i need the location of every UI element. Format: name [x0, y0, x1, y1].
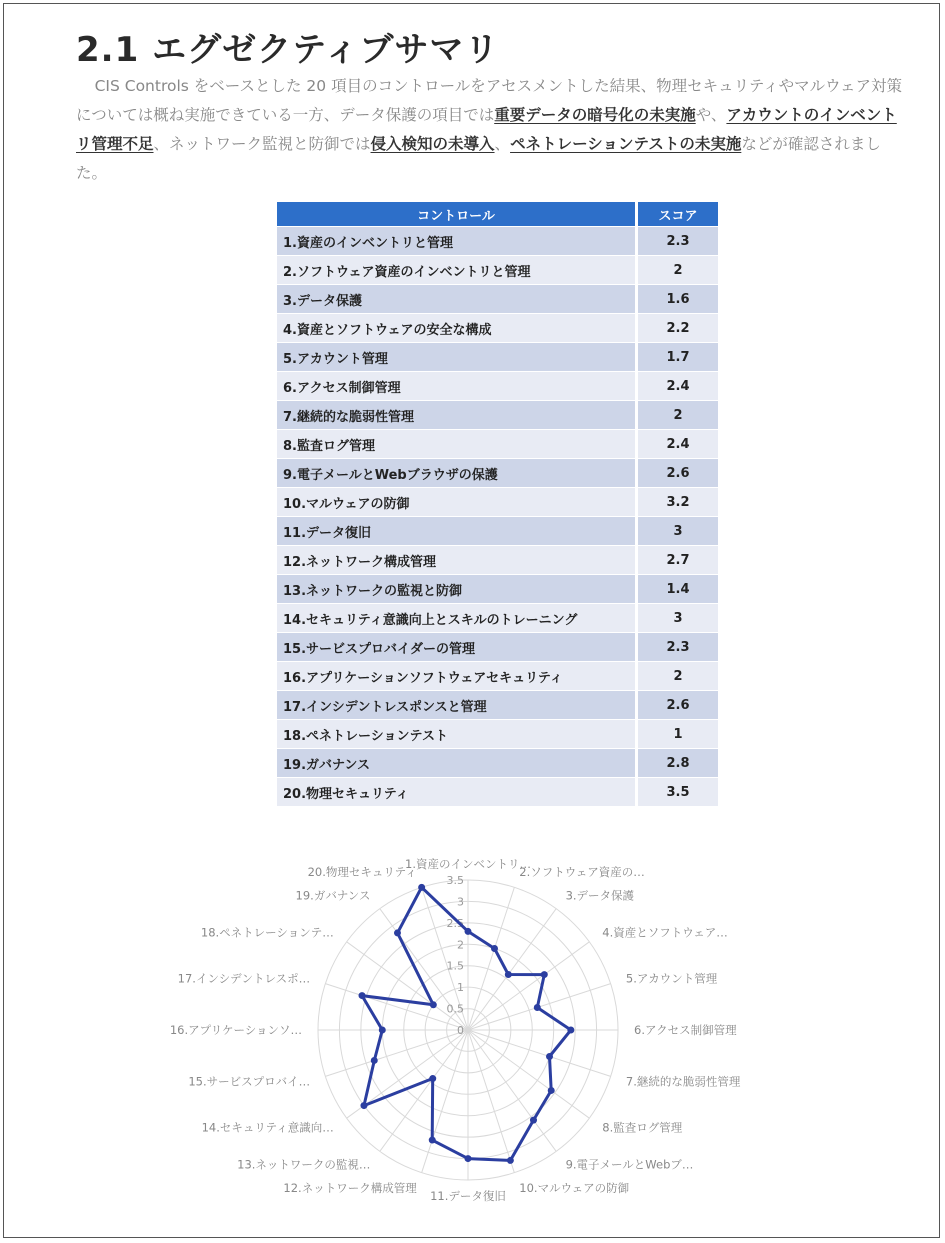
score-cell: 2: [635, 662, 718, 690]
radar-category-label: 4.資産とソフトウェア…: [602, 925, 728, 940]
score-cell: 2.6: [635, 691, 718, 719]
radar-point: [548, 1087, 555, 1094]
score-cell: 3.5: [635, 778, 718, 806]
radar-point: [465, 928, 472, 935]
radar-spoke: [468, 1030, 589, 1118]
radar-category-label: 5.アカウント管理: [625, 971, 718, 986]
radar-category-label: 16.アプリケーションソ…: [169, 1023, 302, 1037]
control-name-cell: 14.セキュリティ意識向上とスキルのトレーニング: [277, 604, 635, 632]
table-row: [277, 778, 718, 806]
table-row: [277, 517, 718, 545]
radar-point: [505, 971, 512, 978]
radar-spoke: [468, 942, 589, 1030]
radar-point: [567, 1027, 574, 1034]
radar-category-label: 19.ガバナンス: [295, 888, 371, 903]
control-name-cell: 19.ガバナンス: [277, 749, 635, 777]
table-row: [277, 720, 718, 748]
radar-category-label: 20.物理セキュリティ: [307, 865, 417, 880]
control-name-cell: 6.アクセス制御管理: [277, 372, 635, 400]
radar-point: [465, 1155, 472, 1162]
table-row: [277, 488, 718, 516]
control-name-cell: 15.サービスプロバイダーの管理: [277, 633, 635, 661]
table-row: [277, 227, 718, 255]
score-table-body: [277, 227, 718, 806]
summary-text-1: CIS Controls をベースとした 20 項目のコントロールをアセスメントした結果、物理セキュリティやマルウェア対策については概ね実施できている一方、データ保護の項目では: [76, 77, 902, 124]
radar-spoke: [468, 1030, 556, 1151]
table-row: [277, 343, 718, 371]
radar-tick-label: 3.5: [446, 874, 464, 887]
radar-category-label: 17.インシデントレスポ…: [177, 971, 311, 986]
score-table-header: [277, 202, 718, 226]
score-cell: 3.2: [635, 488, 718, 516]
radar-point: [394, 929, 401, 936]
highlight-pentest: ペネトレーションテストの未実施: [510, 135, 742, 153]
score-table: [277, 201, 718, 807]
radar-point: [491, 945, 498, 952]
radar-tick-label: 2: [457, 938, 464, 952]
radar-tick-label: 1: [457, 981, 464, 995]
radar-category-label: 18.ペネトレーションテ…: [200, 925, 334, 940]
radar-point: [541, 971, 548, 978]
radar-point: [379, 1027, 386, 1034]
radar-point: [360, 1102, 367, 1109]
highlight-encryption: 重要データの暗号化の未実施: [494, 106, 696, 124]
table-row: [277, 372, 718, 400]
control-name-cell: 17.インシデントレスポンスと管理: [277, 691, 635, 719]
radar-tick-label: 0: [457, 1024, 464, 1037]
table-row: [277, 691, 718, 719]
control-name-cell: 20.物理セキュリティ: [277, 778, 635, 806]
control-name-cell: 3.データ保護: [277, 285, 635, 313]
control-name-cell: 5.アカウント管理: [277, 343, 635, 371]
summary-text-3: 、ネットワーク監視と防御では: [153, 135, 371, 153]
radar-spoke: [325, 1030, 468, 1076]
radar-category-label: 14.セキュリティ意識向…: [201, 1120, 334, 1135]
radar-spoke: [468, 1030, 611, 1076]
radar-category-label: 1.資産のインベントリ…: [405, 857, 531, 871]
table-row: [277, 430, 718, 458]
score-cell: 3: [635, 517, 718, 545]
table-row: [277, 575, 718, 603]
control-name-cell: 2.ソフトウェア資産のインベントリと管理: [277, 256, 635, 284]
header-control: コントロール: [277, 202, 635, 226]
control-name-cell: 13.ネットワークの監視と防御: [277, 575, 635, 603]
radar-category-label: 3.データ保護: [565, 888, 635, 903]
score-cell: 2: [635, 401, 718, 429]
radar-spoke: [380, 1030, 468, 1151]
highlight-intrusion-detection: 侵入検知の未導入: [370, 135, 495, 153]
table-row: [277, 662, 718, 690]
table-row: [277, 314, 718, 342]
section-heading: 2.1 エグゼクティブサマリ: [76, 30, 500, 70]
radar-category-label: 9.電子メールとWebブ…: [565, 1157, 694, 1172]
radar-point: [507, 1157, 514, 1164]
table-row: [277, 633, 718, 661]
control-name-cell: 18.ペネトレーションテスト: [277, 720, 635, 748]
radar-tick-label: 1.5: [446, 959, 464, 973]
table-row: [277, 546, 718, 574]
score-cell: 2.4: [635, 430, 718, 458]
score-cell: 3: [635, 604, 718, 632]
control-name-cell: 11.データ復旧: [277, 517, 635, 545]
radar-tick-label: 2.5: [446, 916, 464, 930]
score-cell: 1: [635, 720, 718, 748]
radar-category-label: 11.データ復旧: [430, 1189, 506, 1203]
score-cell: 1.7: [635, 343, 718, 371]
summary-text-2: や、: [695, 106, 727, 124]
score-cell: 1.4: [635, 575, 718, 603]
radar-point: [534, 1004, 541, 1011]
table-row: [277, 459, 718, 487]
table-row: [277, 749, 718, 777]
radar-category-label: 8.監査ログ管理: [602, 1120, 683, 1135]
table-row: [277, 401, 718, 429]
summary-text-5: などが確認されました。: [76, 135, 881, 182]
score-cell: 2.3: [635, 227, 718, 255]
radar-spoke: [422, 1030, 468, 1173]
summary-paragraph: [76, 72, 902, 188]
control-name-cell: 10.マルウェアの防御: [277, 488, 635, 516]
radar-point: [430, 1001, 437, 1008]
control-name-cell: 1.資産のインベントリと管理: [277, 227, 635, 255]
radar-tick-label: 0.5: [446, 1002, 464, 1016]
control-name-cell: 8.監査ログ管理: [277, 430, 635, 458]
radar-point: [418, 884, 425, 891]
score-cell: 2.2: [635, 314, 718, 342]
table-row: [277, 256, 718, 284]
radar-point: [429, 1075, 436, 1082]
summary-text-4: 、: [494, 135, 511, 153]
radar-spoke: [468, 887, 514, 1030]
radar-chart: [0, 830, 945, 1220]
radar-category-label: 7.継続的な脆弱性管理: [625, 1074, 741, 1089]
control-name-cell: 4.資産とソフトウェアの安全な構成: [277, 314, 635, 342]
radar-point: [371, 1057, 378, 1064]
radar-point: [429, 1137, 436, 1144]
score-cell: 2.6: [635, 459, 718, 487]
control-name-cell: 9.電子メールとWebブラウザの保護: [277, 459, 635, 487]
radar-point: [546, 1053, 553, 1060]
radar-category-label: 12.ネットワーク構成管理: [283, 1180, 417, 1195]
radar-category-label: 13.ネットワークの監視…: [237, 1157, 371, 1172]
control-name-cell: 16.アプリケーションソフトウェアセキュリティ: [277, 662, 635, 690]
radar-category-label: 2.ソフトウェア資産の…: [519, 865, 645, 880]
header-score: スコア: [635, 202, 718, 226]
score-cell: 2.4: [635, 372, 718, 400]
score-cell: 1.6: [635, 285, 718, 313]
score-cell: 2: [635, 256, 718, 284]
radar-tick-label: 3: [457, 895, 464, 909]
radar-category-label: 15.サービスプロバイ…: [188, 1074, 311, 1089]
radar-category-label: 6.アクセス制御管理: [634, 1023, 737, 1037]
score-cell: 2.7: [635, 546, 718, 574]
table-row: [277, 604, 718, 632]
radar-spoke: [468, 1030, 514, 1173]
score-cell: 2.8: [635, 749, 718, 777]
control-name-cell: 12.ネットワーク構成管理: [277, 546, 635, 574]
radar-category-label: 10.マルウェアの防御: [519, 1180, 630, 1195]
table-row: [277, 285, 718, 313]
radar-point: [530, 1117, 537, 1124]
highlight-account-inventory: アカウントのインベントリ管理不足: [76, 106, 897, 153]
radar-point: [359, 992, 366, 999]
score-cell: 2.3: [635, 633, 718, 661]
control-name-cell: 7.継続的な脆弱性管理: [277, 401, 635, 429]
